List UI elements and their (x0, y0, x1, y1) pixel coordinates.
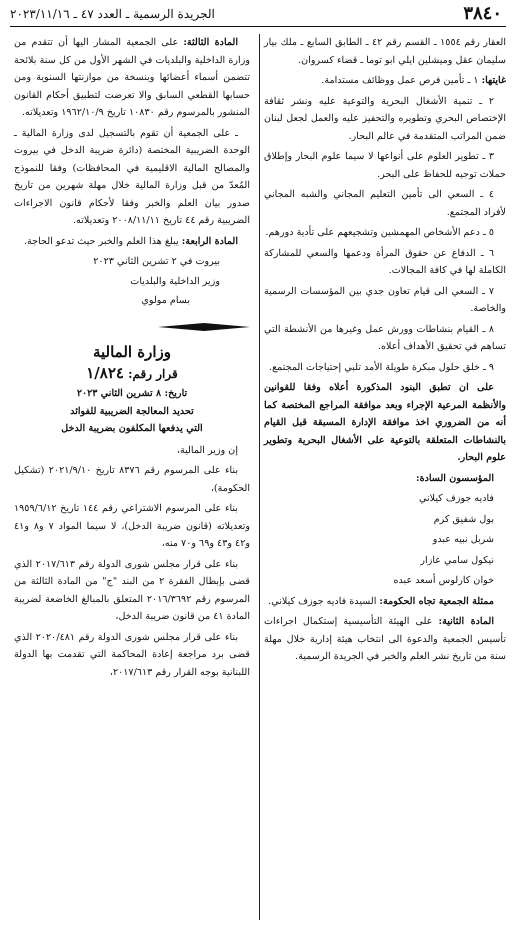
tax-registration-paragraph: ـ على الجمعية أن تقوم بالتسجيل لدى وزارة المالية ـ الوحدة الضريبية المختصة (دائرة ضريبة الدخل في بيروت والمصالح المالية الاقليمية في المحافظات) وفقا للنموذج المُعدّ من قبل وزارة المالية خلال مهلة شهرين من تاريخ صدور بيان العلم والخبر وفقا لأحكام قانون الاجراءات الضريبية رقم ٤٤ تاريخ ٢٠٠٨/١١/١١ وتعديلاته. (14, 127, 250, 226)
right-column (264, 34, 506, 669)
column-divider (259, 34, 260, 920)
representative-label: ممثلة الجمعية تجاه الحكومة: (379, 595, 494, 607)
goal-6: ٦ ـ الدفاع عن حقوق المرأة ودعمها والسعي للمشاركة الكاملة لها في كافة المجالات. (264, 247, 506, 276)
goals-label: غايتها: (481, 75, 506, 86)
article-3-text: على الجمعية المشار اليها أن تتقدم من وزارة الداخلية والبلديات في الشهر الأول من كل سنة بلائحة تتضمن أسماء أعضائها وبنسخة من موازنتها السنوية ومن حسابها القطعي السابق والا تعرضت لتطبيق أحكام القانون المنشور بالمرسوم رقم ١٠٨٣٠ تاريخ ١٩٦٢/١٠/٩ وتعديلاته. (14, 37, 250, 118)
issue-line: الجريدة الرسمية ـ العدد ٤٧ ـ ٢٠٢٣/١١/١٦ (10, 7, 215, 21)
minister-signature: بسام مولوي (141, 295, 190, 306)
article-4 (14, 233, 250, 251)
article-2 (264, 613, 506, 666)
article-2-text: على الهيئة التأسيسية إستكمال اجراءات تأسيس الجمعية والدعوة الى انتخاب هيئة إدارية خلال مهلة سنة من تاريخ نشر العلم والخبر في الجريدة الرسمية. (264, 616, 506, 662)
goal-9: ٩ ـ خلق حلول مبكرة طويلة الأمد تلبي إحتياجات المجتمع. (269, 361, 494, 373)
article-4-text: يبلغ هذا العلم والخبر حيث تدعو الحاجة. (23, 235, 182, 247)
founders-label: المؤسسون السادة: (416, 472, 494, 484)
ornament-divider-icon (158, 322, 250, 332)
founder-4: نيكول سامي عازار (420, 554, 494, 566)
basis-1: بناء على المرسوم رقم ٨٣٧٦ تاريخ ٢٠٢١/٩/١٠ (تشكيل الحكومة)، (14, 465, 250, 494)
founder-3: شربل نبيه عبدو (432, 534, 494, 545)
founder-5: خوان كارلوس أسعد عبده (393, 575, 494, 586)
decree-subject-line-1: تحديد المعالجة الضريبية للفوائد (70, 405, 194, 417)
left-column (14, 34, 250, 684)
basis-4: بناء على قرار مجلس شورى الدولة رقم ٢٠٢٠/٤٨١ الذي قضى برد مراجعة إعادة المحاكمة التي تقدمت بها الدولة اللبنانية بوجه القرار رقم ٢٠١٧/٦١٣، (14, 631, 250, 678)
minister-intro: إن وزير المالية، (176, 444, 238, 456)
founder-2: بول شفيق كرم (433, 513, 494, 525)
conditions-paragraph: على ان تطبق البنود المذكورة أعلاه وفقا للقوانين والأنظمة المرعية الإجراء وبعد موافقة المراجع المختصة كما أنه من الضروري اخذ موافقة الإدارة المسبقة قبل القيام بالنشاطات المتعلقة بالتوعية على الأشغال البحرية وتطوير علوم البحار. (264, 382, 506, 463)
founder-1: فاديه جوزف كيلاني (418, 493, 494, 504)
representative-paragraph (264, 593, 506, 611)
goal-2: ٢ ـ تنمية الأشغال البحرية والتوعية عليه ونشر ثقافة الإختصاص البحري وتطويره والتحفيز عليه والعمل لجعل لبنان ضمن المراتب المتقدمة في عالم البحار. (264, 95, 506, 142)
article-2-label: المادة الثانية: (438, 616, 494, 627)
minister-title: وزير الداخلية والبلديات (130, 275, 220, 287)
goal-3: ٣ ـ تطوير العلوم على أنواعها لا سيما علوم البحار وإطلاق حملات توجيه للحفاظ على البحر. (264, 151, 506, 180)
decree-date: تاريخ: ٨ تشرين الثاني ٢٠٢٣ (76, 388, 188, 399)
basis-2: بناء على المرسوم الاشتراعي رقم ١٤٤ تاريخ ١٩٥٩/٦/١٢ وتعديلاته (قانون ضريبة الدخل)، لا سيما المواد ٧ و٨ و٤١ و٤٢ و٤٣ و٦٩ و٧٠ منه، (14, 503, 250, 549)
goal-4: ٤ ـ السعي الى تأمين التعليم المجاني والشبه المجاني لأفراد المجتمع. (264, 189, 506, 218)
place-date: بيروت في ٢ تشرين الثاني ٢٠٢٣ (93, 256, 220, 267)
decree-label: قرار رقم: (123, 366, 178, 381)
goal-5: ٥ ـ دعم الأشخاص المهمشين وتشجيعهم على تأدية دورهم. (265, 227, 494, 238)
decree-number: ١/٨٢٤ (86, 363, 124, 382)
header-rule (10, 26, 506, 27)
goal-1: ١ ـ تأمين فرص عمل ووظائف مستدامة. (321, 75, 482, 86)
goal-8: ٨ ـ القيام بنشاطات وورش عمل وغيرها من الأنشطة التي تساهم في تحقيق الأهداف أعلاه. (264, 323, 506, 352)
ministry-heading: وزارة المالية (92, 343, 172, 361)
decree-subject-line-2: التي يدفعها المكلفون بضريبة الدخل (61, 423, 203, 434)
property-paragraph: العقار رقم ١٥٥٤ ـ القسم رقم ٤٢ ـ الطابق السابع ـ ملك بيار سليمان عقل وميشلين ايلي ابو توما ـ قضاء كسروان. (264, 37, 506, 66)
article-3-label: المادة الثالثة: (183, 37, 238, 48)
article-3 (14, 34, 250, 122)
article-4-label: المادة الرابعة: (181, 235, 238, 247)
goals-paragraph (264, 72, 506, 90)
representative-text: السيدة فاديه جوزف كيلاني. (268, 595, 380, 607)
page-header (0, 0, 516, 30)
page-number: ٣٨٤٠ (463, 3, 502, 24)
goal-7: ٧ ـ السعي الى قيام تعاون جدي بين المؤسسات الرسمية والخاصة. (264, 285, 506, 314)
decree-heading (14, 365, 250, 384)
basis-3: بناء على قرار مجلس شورى الدولة رقم ٢٠١٧/٦١٣ الذي قضى بإبطال الفقرة ٢ من البند "ج" من المادة الثالثة من المرسوم رقم ٢٠١٦/٣٦٩٢ المتعلق بالمبالغ الخاضعة لضريبة المادة ٤١ من قانون ضريبة الدخل، (14, 558, 250, 622)
